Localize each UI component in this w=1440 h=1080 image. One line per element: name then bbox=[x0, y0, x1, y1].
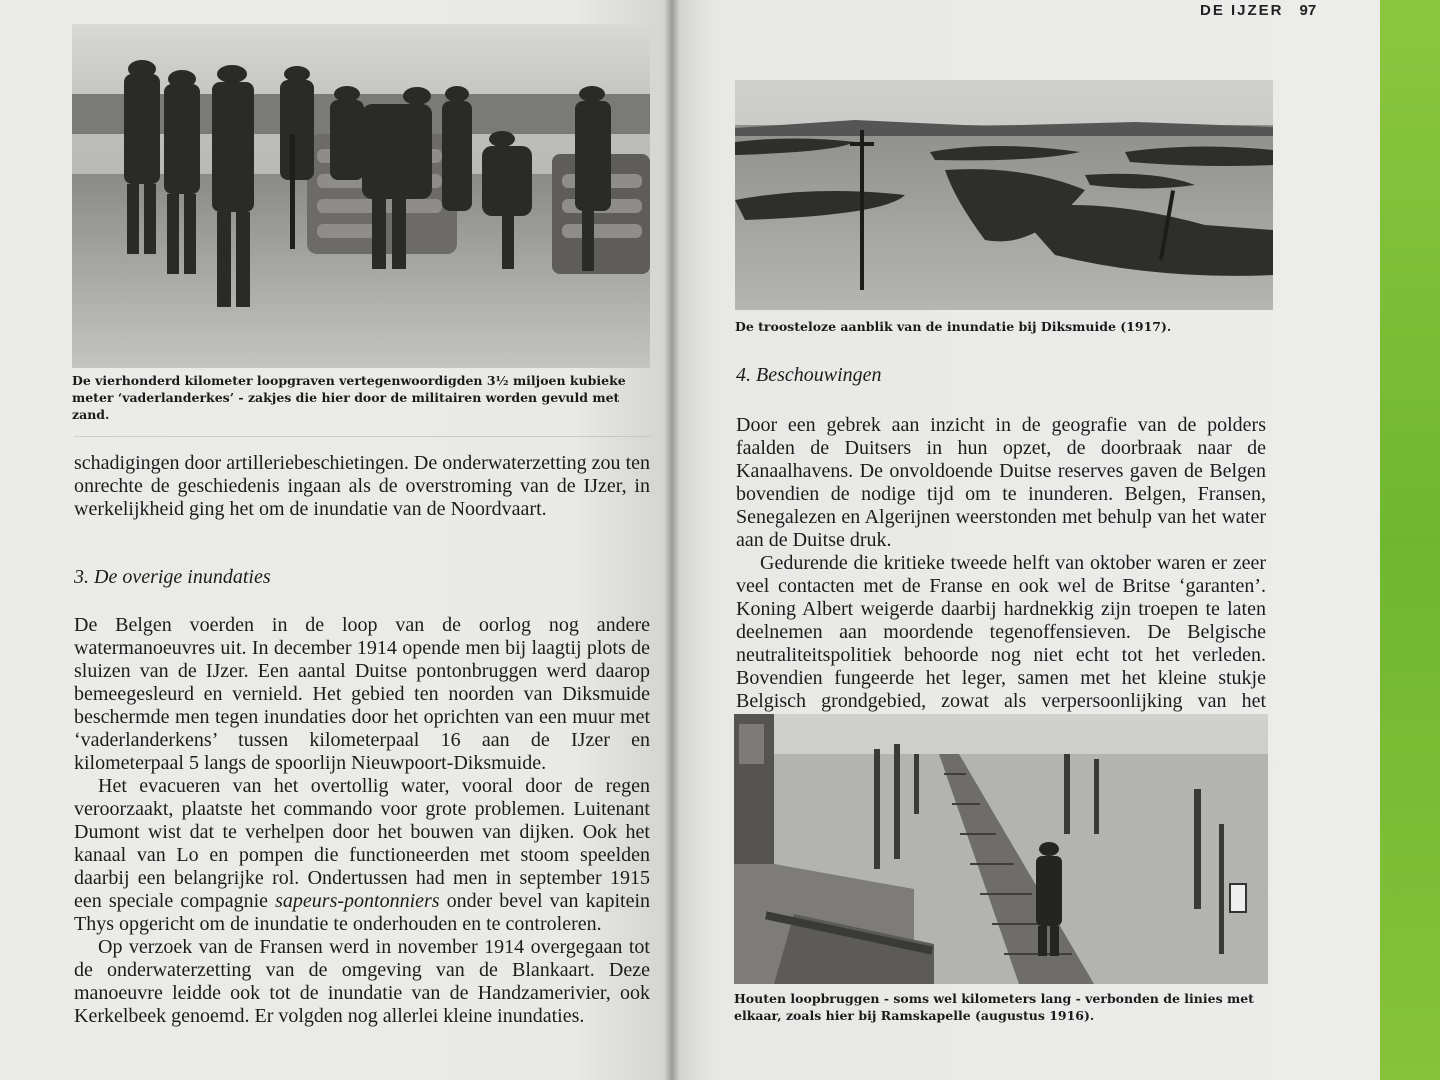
section-heading-overige-inundaties: 3. De overige inundaties bbox=[74, 566, 271, 588]
inundation-photo-caption: De troosteloze aanblik van de inundatie bij Diksmuide (1917). bbox=[735, 319, 1172, 334]
intro-text: schadigingen door artilleriebeschietingen. De onderwaterzetting zou ten onrechte de geschiedenis ingaan als de overstroming van de IJzer, in werkelijkheid ging het om de inundatie van de Noordvaart. bbox=[74, 452, 650, 520]
soldiers-photo-caption: De vierhonderd kilometer loopgraven vertegenwoordigden 3½ miljoen kubieke meter ‘vaderlanderkes’ - zakjes die hier door de militairen worden gevuld met zand. bbox=[72, 373, 626, 422]
right-body-text bbox=[736, 414, 1266, 736]
left-page bbox=[0, 0, 672, 1080]
paragraph-1: Door een gebrek aan inzicht in de geografie van de polders faalden de Duitsers in hun opzet, de doorbraak naar de Kanaalhavens. De onvoldoende Duitse reserves gaven de Belgen bovendien de nodige tijd om te inunderen. Belgen, Fransen, Senegalezen en Algerijnen weerstonden met behulp van het water aan de Duitse druk. bbox=[736, 414, 1266, 551]
divider bbox=[74, 436, 650, 437]
right-page bbox=[672, 0, 1380, 1080]
running-head bbox=[1200, 2, 1320, 22]
soldiers-sandbags-photo bbox=[72, 24, 650, 368]
footbridge-ramskapelle-photo bbox=[734, 714, 1268, 984]
footbridge-photo-caption: Houten loopbruggen - soms wel kilometers lang - verbonden de linies met elkaar, zoals hier bij Ramskapelle (augustus 1916). bbox=[734, 991, 1254, 1023]
paragraph-3: Op verzoek van de Fransen werd in november 1914 overgegaan tot de onderwaterzetting van de omgeving van de Blankaart. Deze manoeuvre leidde ook tot de inundatie van de Handzamerivier, ook Kerkelbeek genoemd. Er volgden nog allerlei kleine inundaties. bbox=[74, 936, 650, 1027]
running-head-title: DE IJZER bbox=[1200, 2, 1284, 19]
paragraph-2: Het evacueren van het overtollig water, vooral door de regen veroorzaakt, plaatste het commando voor grote problemen. Luitenant Dumont wist dat te verhelpen door het bouwen van dijken. Ook het kanaal van Lo en pompen die functioneerden met stoom speelden daarbij een belangrijke rol. Ondertussen had men in september 1915 een speciale compagnie sapeurs-pontonniers onder bevel van kapitein Thys opgericht om de inundatie te onderhouden en te controleren. bbox=[74, 775, 651, 935]
page-number: 97 bbox=[1299, 2, 1317, 19]
sapeurs-pontonniers-term: sapeurs-pontonniers bbox=[275, 890, 440, 912]
left-intro-paragraph bbox=[74, 452, 650, 521]
background-green-cloth bbox=[1380, 0, 1440, 1080]
paragraph-1: De Belgen voerden in de loop van de oorlog nog andere watermanoeuvres uit. In december 1914 opende men bij laagtij plots de sluizen van de IJzer. Een aantal Duitse pontonbruggen werd daarop bemeegesleurd en vernield. Het gebied ten noorden van Diksmuide beschermde men tegen inundaties door het oprichten van een muur met ‘vaderlanderkens’ tussen kilometerpaal 16 aan de IJzer en kilometerpaal 5 langs de spoorlijn Nieuwpoort-Diksmuide. bbox=[74, 614, 650, 774]
section-heading-beschouwingen: 4. Beschouwingen bbox=[736, 364, 882, 386]
left-body-text bbox=[74, 614, 650, 1028]
inundation-diksmuide-photo bbox=[735, 80, 1273, 310]
paragraph-2: Gedurende die kritieke tweede helft van oktober waren er zeer veel contacten met de Franse en ook wel de Britse ‘garanten’. Koning Albert weigerde daarbij hardnekkig zijn troepen te laten deelnemen aan moordende tegenoffensieven. De Belgische neutraliteitspolitiek behoorde nog niet echt tot het verleden. Bovendien fungeerde het leger, samen met het kleine stukje Belgisch grondgebied, zowat als verpersoonlijking van het bbox=[736, 552, 1266, 712]
book-gutter bbox=[664, 0, 680, 1080]
